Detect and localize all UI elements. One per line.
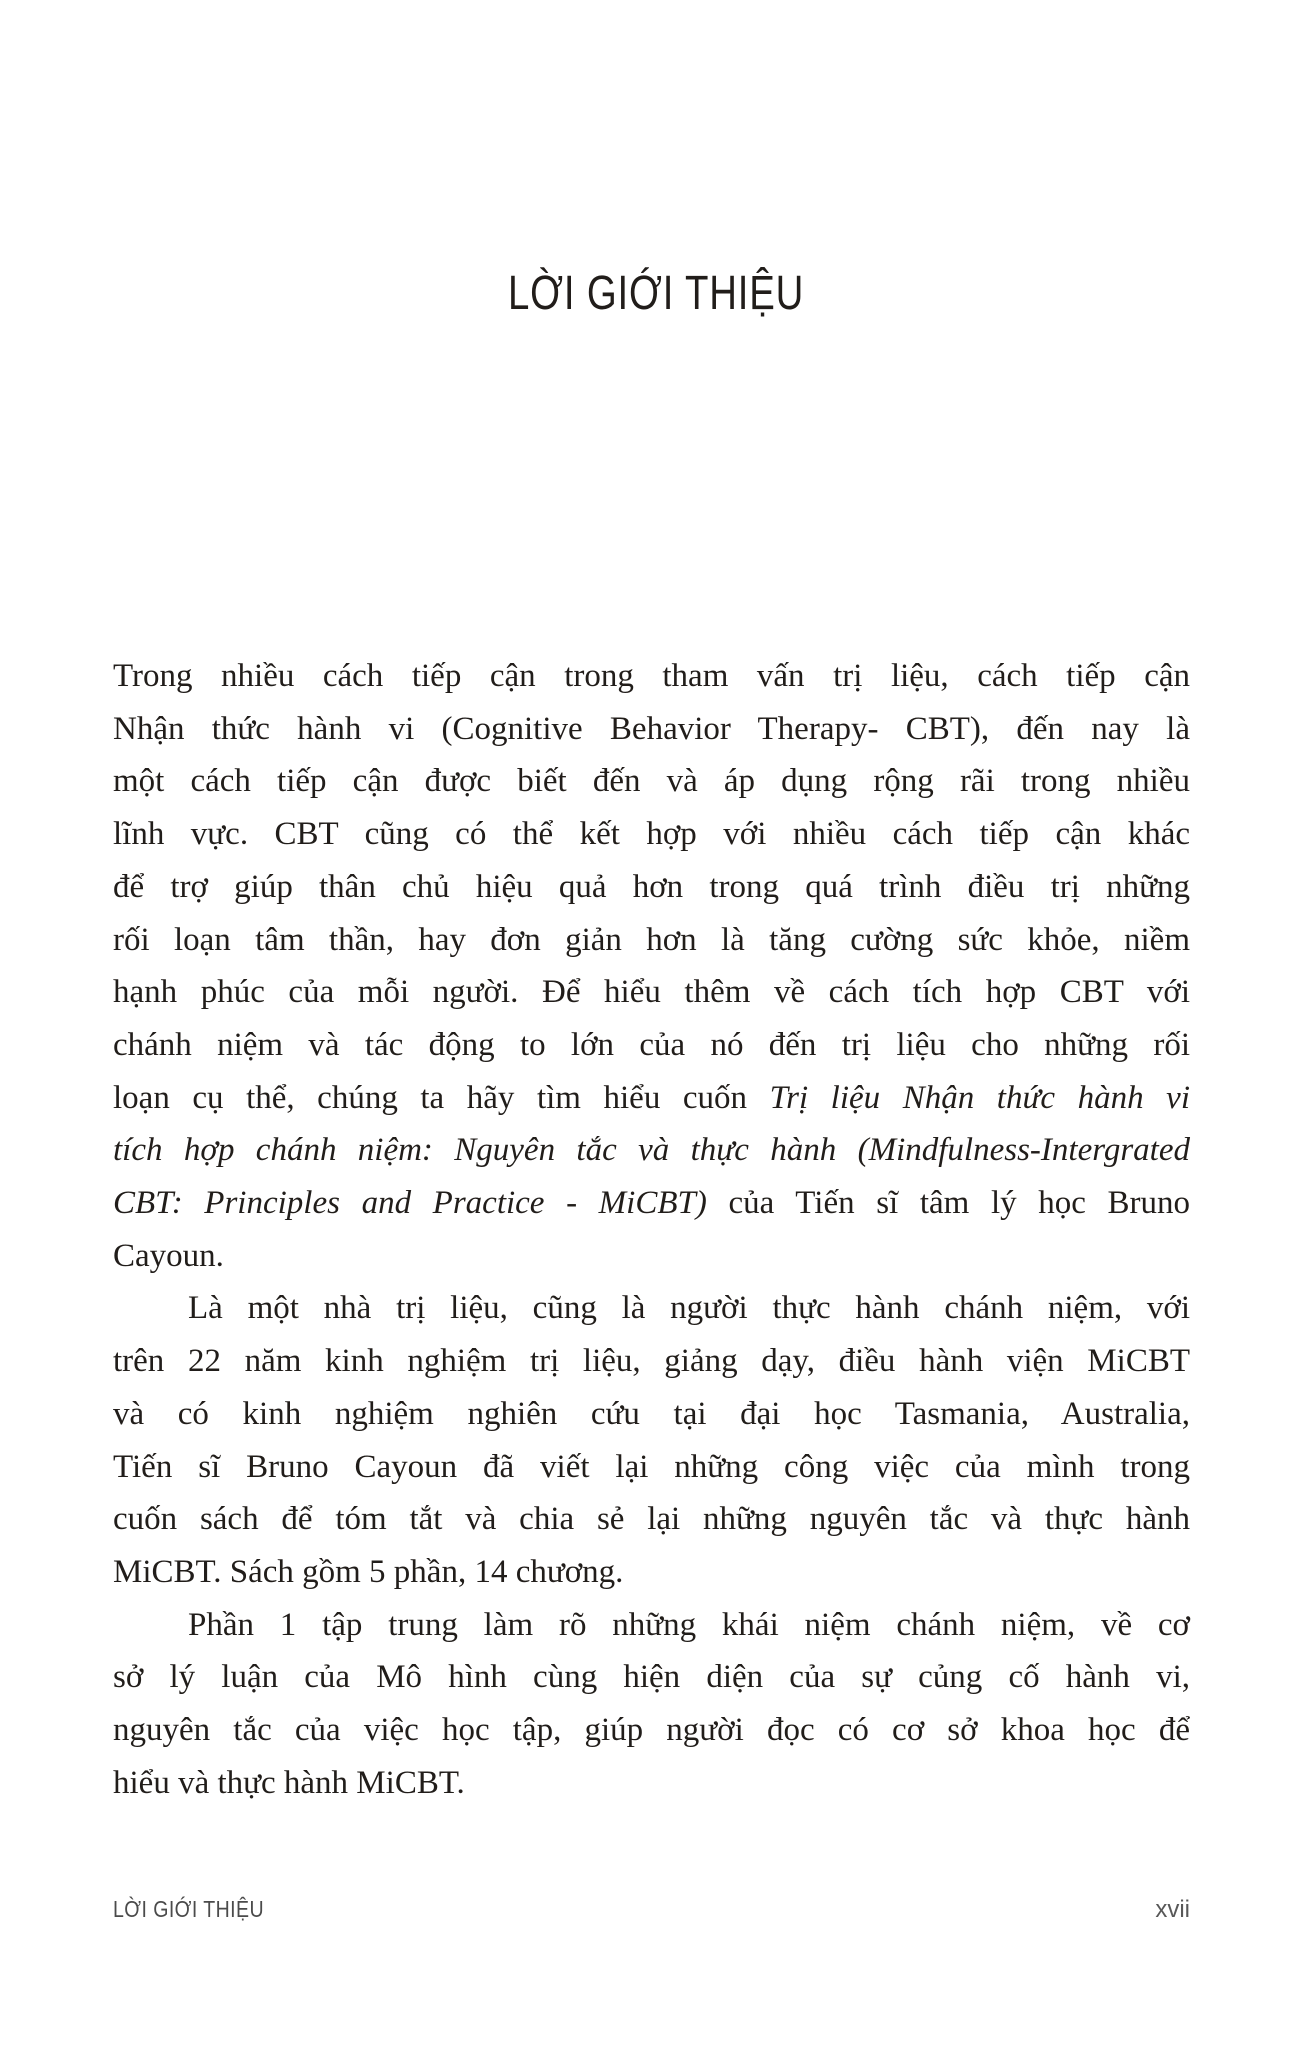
text-segment: nguyên tắc của việc học tập, giúp người đọc có cơ sở khoa học để: [113, 1712, 1190, 1749]
paragraph: [113, 650, 1190, 1282]
paragraph: [113, 1599, 1190, 1810]
text-line: [113, 650, 1190, 703]
text-segment: Là một nhà trị liệu, cũng là người thực hành chánh niệm, với: [188, 1290, 1190, 1327]
paragraph: [113, 1282, 1190, 1598]
text-line: [113, 1651, 1190, 1704]
text-line: [113, 1599, 1190, 1652]
text-line: [113, 1546, 1190, 1599]
text-segment: sở lý luận của Mô hình cùng hiện diện của sự củng cố hành vi,: [113, 1659, 1190, 1696]
italic-text-segment: CBT: Principles and Practice - MiCBT): [113, 1185, 707, 1222]
italic-text-segment: Trị liệu Nhận thức hành vi: [769, 1079, 1191, 1116]
text-segment: của Tiến sĩ tâm lý học Bruno: [706, 1185, 1190, 1222]
text-line: [113, 703, 1190, 756]
text-segment: trên 22 năm kinh nghiệm trị liệu, giảng dạy, điều hành viện MiCBT: [113, 1343, 1190, 1380]
text-segment: hạnh phúc của mỗi người. Để hiểu thêm về cách tích hợp CBT với: [113, 974, 1190, 1011]
text-line: [113, 808, 1190, 861]
text-line: [113, 1757, 1190, 1810]
text-segment: lĩnh vực. CBT cũng có thể kết hợp với nhiều cách tiếp cận khác: [113, 816, 1190, 853]
text-line: [113, 861, 1190, 914]
text-segment: cuốn sách để tóm tắt và chia sẻ lại những nguyên tắc và thực hành: [113, 1501, 1190, 1538]
italic-text-segment: tích hợp chánh niệm: Nguyên tắc và thực hành (Mindfulness-Intergrated: [113, 1132, 1190, 1169]
text-line: [113, 1704, 1190, 1757]
page-title-text: LỜI GIỚI THIỆU: [507, 267, 805, 320]
text-line: [113, 1230, 1190, 1283]
text-segment: hiểu và thực hành MiCBT.: [113, 1764, 465, 1801]
text-line: [113, 1388, 1190, 1441]
text-line: [113, 1493, 1190, 1546]
page-body: [113, 650, 1190, 1809]
text-segment: MiCBT. Sách gồm 5 phần, 14 chương.: [113, 1553, 624, 1590]
text-segment: Tiến sĩ Bruno Cayoun đã viết lại những công việc của mình trong: [113, 1448, 1190, 1485]
text-line: [113, 1072, 1190, 1125]
text-line: [113, 1177, 1190, 1230]
text-segment: chánh niệm và tác động to lớn của nó đến trị liệu cho những rối: [113, 1026, 1190, 1063]
text-segment: Cayoun.: [113, 1237, 224, 1274]
text-line: [113, 966, 1190, 1019]
text-line: [113, 914, 1190, 967]
text-segment: loạn cụ thể, chúng ta hãy tìm hiểu cuốn: [113, 1079, 770, 1116]
text-line: [113, 1019, 1190, 1072]
text-segment: một cách tiếp cận được biết đến và áp dụng rộng rãi trong nhiều: [113, 763, 1190, 800]
text-segment: Phần 1 tập trung làm rõ những khái niệm chánh niệm, về cơ: [188, 1606, 1190, 1643]
running-head: LỜI GIỚI THIỆU: [113, 1896, 265, 1922]
text-segment: rối loạn tâm thần, hay đơn giản hơn là tăng cường sức khỏe, niềm: [113, 921, 1190, 958]
text-segment: Nhận thức hành vi (Cognitive Behavior Therapy- CBT), đến nay là: [113, 710, 1190, 747]
page-title: [0, 266, 1312, 321]
text-segment: để trợ giúp thân chủ hiệu quả hơn trong quá trình điều trị những: [113, 868, 1190, 905]
page-footer: [113, 1896, 1190, 1924]
text-line: [113, 1335, 1190, 1388]
text-segment: Trong nhiều cách tiếp cận trong tham vấn trị liệu, cách tiếp cận: [113, 658, 1190, 694]
text-segment: và có kinh nghiệm nghiên cứu tại đại học Tasmania, Australia,: [113, 1395, 1190, 1432]
text-line: [113, 1282, 1190, 1335]
page-number: xvii: [1155, 1896, 1190, 1923]
text-line: [113, 755, 1190, 808]
text-line: [113, 1441, 1190, 1494]
text-line: [113, 1124, 1190, 1177]
